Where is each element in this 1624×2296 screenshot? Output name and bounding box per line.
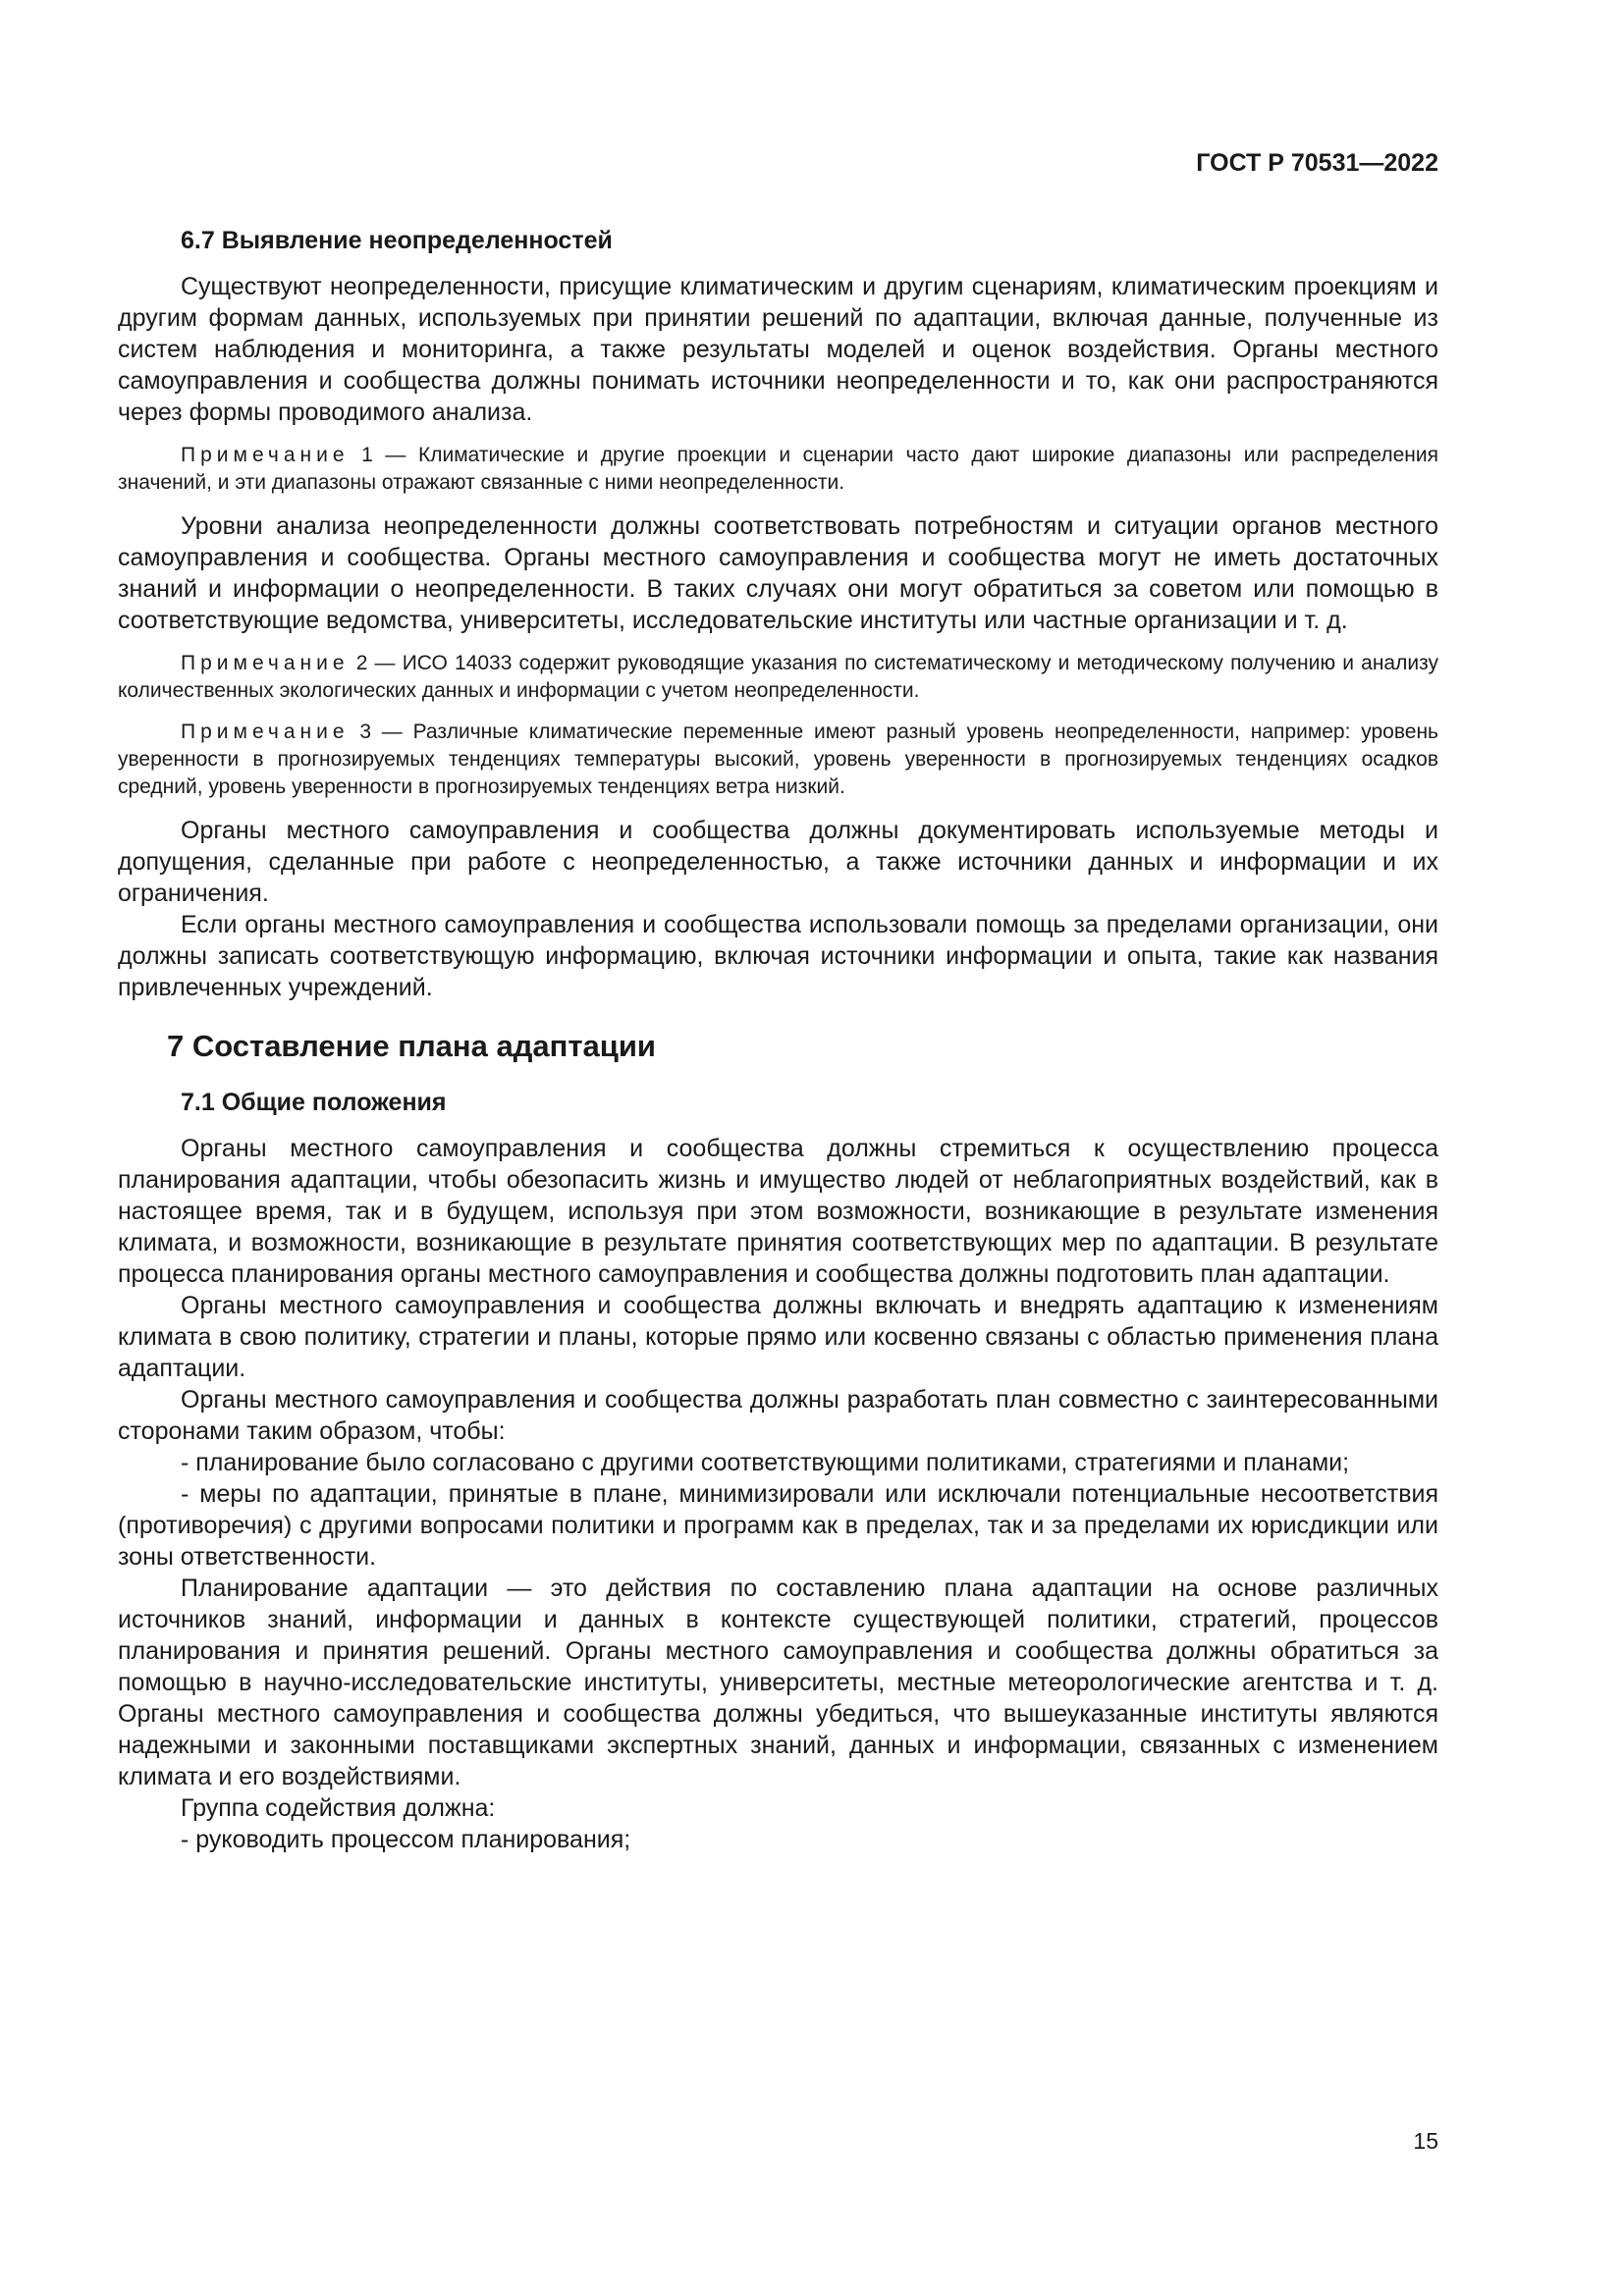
section-7-1-paragraph-4: Планирование адаптации — это действия по составлению плана адаптации на основе различных источников знаний, информации и данных в контексте существующей политики, стратегий, процессов планирования и принятия решений. Органы местного самоуправления и сообщества должны обратиться за помощью в научно-исследовательские институты, университеты, местные метеорологические агентства и т. д. Органы местного самоуправления и сообщества должны убедиться, что вышеуказанные институты являются надежными и законными поставщиками экспертных знаний, данных и информации, связанных с изменением климата и его воздействиями. — [118, 1575, 1438, 1790]
section-6-7-heading: 6.7 Выявление неопределенностей — [181, 227, 613, 254]
list-item: - руководить процессом планирования; — [181, 1826, 631, 1853]
document-body — [118, 224, 1438, 1855]
section-7-1-paragraph-5: Группа содействия должна: — [181, 1794, 496, 1822]
document-code: ГОСТ Р 70531—2022 — [1196, 149, 1438, 177]
page-number: 15 — [1413, 2128, 1438, 2154]
section-6-7-paragraph-2: Уровни анализа неопределенности должны соответствовать потребностям и ситуации органов местного самоуправления и сообщества. Органы местного самоуправления и сообщества могут не иметь достаточных знаний и информации о неопределенности. В таких случаях они могут обратиться за советом или помощью в соответствующие ведомства, университеты, исследовательские институты или частные организации и т. д. — [118, 512, 1438, 634]
note-1-label: Примечание — [181, 444, 350, 466]
list-item: - планирование было согласовано с другими соответствующими политиками, стратегиями и планами; — [181, 1449, 1350, 1476]
note-2 — [118, 650, 1438, 705]
section-6-7-paragraph-3: Органы местного самоуправления и сообщества должны документировать используемые методы и допущения, сделанные при работе с неопределенностью, а также источники данных и информации и их ограничения. — [118, 817, 1438, 907]
note-1 — [118, 442, 1438, 497]
section-6-7-paragraph-1: Существуют неопределенности, присущие климатическим и другим сценариям, климатическим проекциям и другим формам данных, используемых при принятии решений по адаптации, включая данные, полученные из систем наблюдения и мониторинга, а также результаты моделей и оценок воздействия. Органы местного самоуправления и сообщества должны понимать источники неопределенности и то, как они распространяются через формы проводимого анализа. — [118, 273, 1438, 426]
section-7-1-paragraph-3: Органы местного самоуправления и сообщества должны разработать план совместно с заинтересованными сторонами таким образом, чтобы: — [118, 1386, 1438, 1445]
section-7-1-paragraph-2: Органы местного самоуправления и сообщества должны включать и внедрять адаптацию к изменениям климата в свою политику, стратегии и планы, которые прямо или косвенно связаны с областью применения плана адаптации. — [118, 1292, 1438, 1382]
section-6-7-paragraph-4: Если органы местного самоуправления и сообщества использовали помощь за пределами организации, они должны записать соответствующую информацию, включая источники информации и опыта, такие как названия привлеченных учреждений. — [118, 911, 1438, 1001]
section-7-1-paragraph-1: Органы местного самоуправления и сообщества должны стремиться к осуществлению процесса планирования адаптации, чтобы обезопасить жизнь и имущество людей от неблагоприятных воздействий, как в настоящее время, так и в будущем, используя при этом возможности, возникающие в результате изменения климата, и возможности, возникающие в результате принятия соответствующих мер по адаптации. В результате процесса планирования органы местного самоуправления и сообщества должны подготовить план адаптации. — [118, 1135, 1438, 1288]
section-7-heading: 7 Составление плана адаптации — [167, 1029, 656, 1063]
note-2-text: 2 — ИСО 14033 содержит руководящие указания по систематическому и методическому получению и анализу количественных экологических данных и информации с учетом неопределенности. — [118, 652, 1438, 702]
document-page — [118, 0, 1438, 2296]
note-3-text: 3 — Различные климатические переменные имеют разный уровень неопределенности, например: уровень уверенности в прогнозируемых тенденциях температуры высокий, уровень уверенности в прогнозируемых тенденциях осадков средний, уровень уверенности в прогнозируемых тенденциях ветра низкий. — [118, 721, 1438, 798]
note-2-label: Примечание — [181, 652, 350, 674]
section-7-1-heading: 7.1 Общие положения — [181, 1089, 447, 1116]
note-3 — [118, 719, 1438, 801]
list-item: - меры по адаптации, принятые в плане, минимизировали или исключали потенциальные несоответствия (противоречия) с другими вопросами политики и программ как в пределах, так и за пределами их юрисдикции или зоны ответственности. — [118, 1480, 1438, 1571]
note-3-label: Примечание — [181, 721, 350, 743]
note-1-text: 1 — Климатические и другие проекции и сценарии часто дают широкие диапазоны или распределения значений, и эти диапазоны отражают связанные с ними неопределенности. — [118, 444, 1438, 494]
